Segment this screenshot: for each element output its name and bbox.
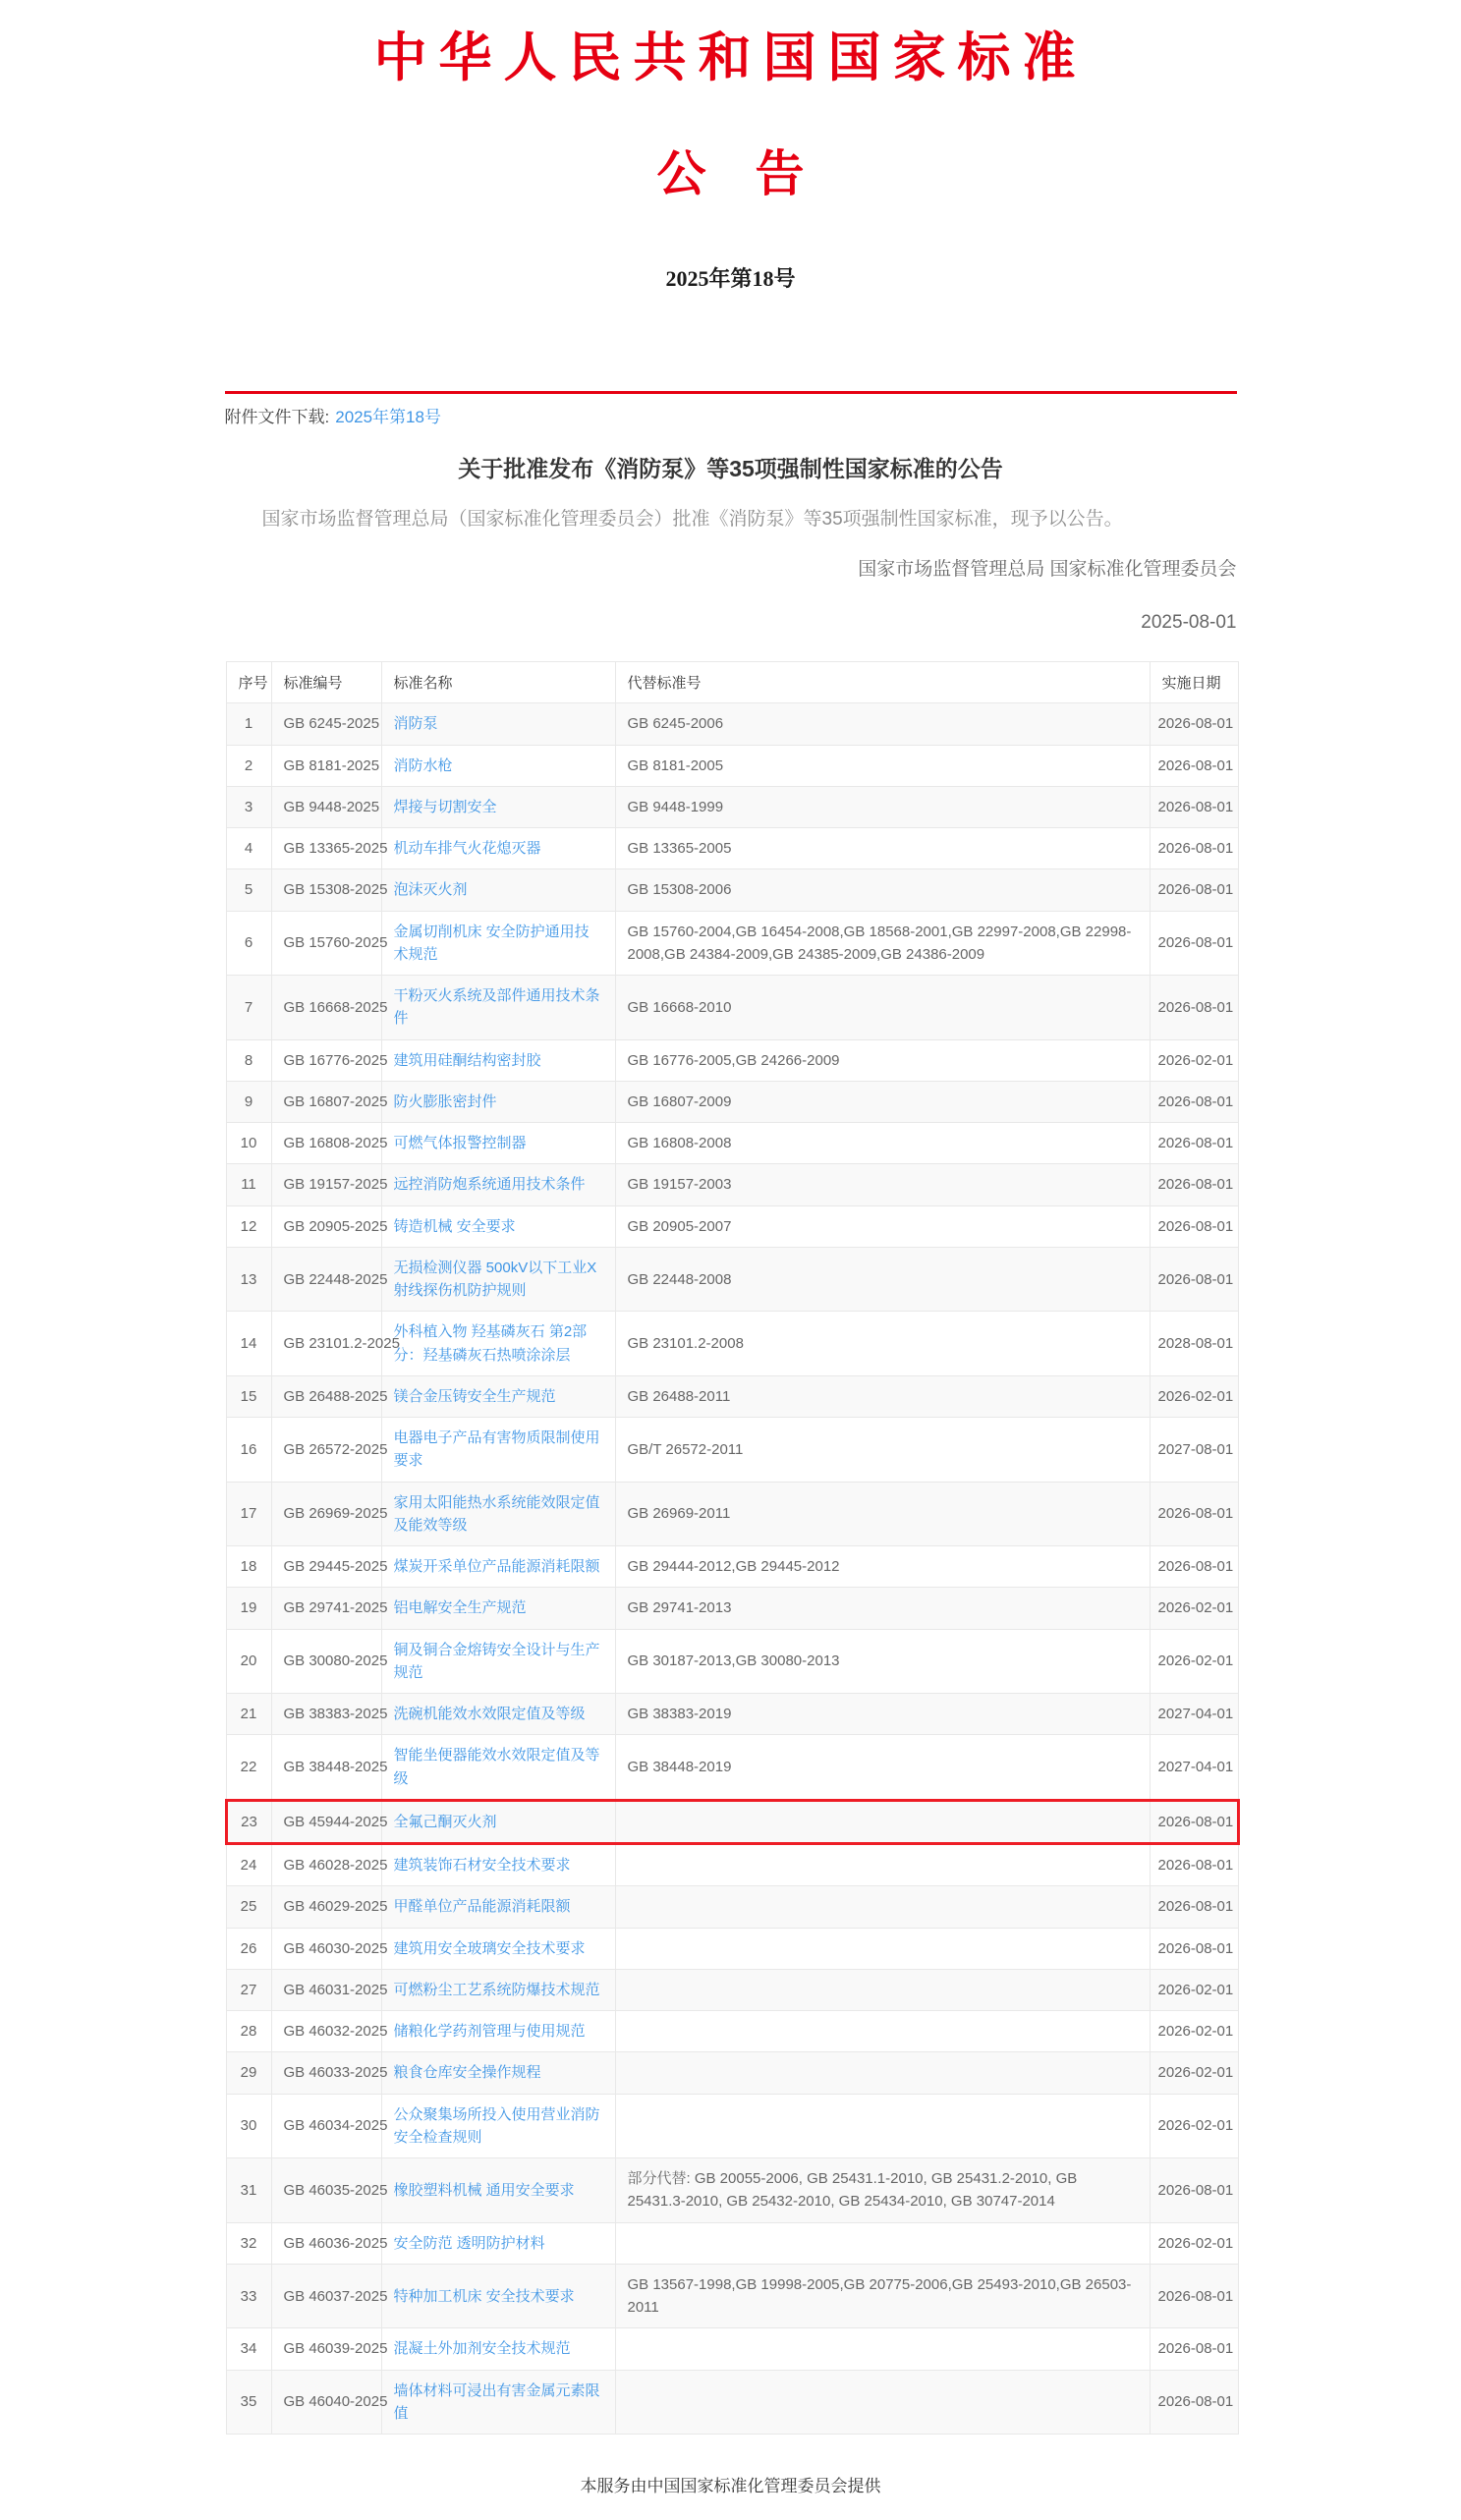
implementation-date: 2026-02-01	[1150, 1588, 1238, 1629]
row-number: 32	[226, 2222, 271, 2264]
row-number: 14	[226, 1312, 271, 1376]
row-number: 35	[226, 2370, 271, 2435]
standard-name-cell	[381, 745, 615, 786]
implementation-date: 2026-02-01	[1150, 1969, 1238, 2010]
implementation-date: 2026-08-01	[1150, 1546, 1238, 1588]
publish-date: 2025-08-01	[1141, 612, 1237, 634]
standard-code: GB 46032-2025	[271, 2011, 381, 2052]
row-number: 18	[226, 1546, 271, 1588]
attachment-row	[225, 403, 1237, 427]
standard-code: GB 46034-2025	[271, 2094, 381, 2158]
implementation-date: 2026-02-01	[1150, 2222, 1238, 2264]
standard-name-link[interactable]: 全氟己酮灭火剂	[393, 1813, 497, 1830]
standard-name-cell	[381, 1694, 615, 1735]
standard-code: GB 22448-2025	[271, 1247, 381, 1312]
implementation-date: 2027-04-01	[1150, 1735, 1238, 1801]
standard-name-link[interactable]: 煤炭开采单位产品能源消耗限额	[393, 1558, 600, 1576]
replaced-standards: GB 16808-2008	[615, 1123, 1150, 1164]
standard-code: GB 16807-2025	[271, 1081, 381, 1122]
implementation-date: 2026-08-01	[1150, 1081, 1238, 1122]
row-number: 27	[226, 1969, 271, 2010]
replaced-standards: GB 15760-2004,GB 16454-2008,GB 18568-2001,GB 22997-2008,GB 22998-2008,GB 24384-2009,GB 24385-2009,GB 24386-2009	[615, 911, 1150, 976]
table-row	[226, 1164, 1238, 1205]
standard-name-cell	[381, 1588, 615, 1629]
replaced-standards: GB 22448-2008	[615, 1247, 1150, 1312]
col-header-name: 标准名称	[381, 662, 615, 703]
row-number: 4	[226, 828, 271, 869]
replaced-standards	[615, 2094, 1150, 2158]
standard-name-link[interactable]: 可燃气体报警控制器	[393, 1135, 527, 1152]
replaced-standards: GB 38448-2019	[615, 1735, 1150, 1801]
replaced-standards: GB 15308-2006	[615, 869, 1150, 911]
replaced-standards: GB 29741-2013	[615, 1588, 1150, 1629]
standard-name-cell	[381, 2328, 615, 2370]
standard-name-cell	[381, 869, 615, 911]
standard-name-link[interactable]: 建筑用安全玻璃安全技术要求	[393, 1939, 586, 1957]
row-number: 5	[226, 869, 271, 911]
standard-code: GB 26572-2025	[271, 1418, 381, 1483]
table-row	[226, 1588, 1238, 1629]
red-divider	[225, 391, 1237, 394]
replaced-standards: GB/T 26572-2011	[615, 1418, 1150, 1483]
standard-name-link[interactable]: 洗碗机能效水效限定值及等级	[393, 1706, 586, 1723]
implementation-date: 2026-08-01	[1150, 745, 1238, 786]
implementation-date: 2026-08-01	[1150, 1205, 1238, 1247]
standard-code: GB 8181-2025	[271, 745, 381, 786]
replaced-standards: GB 13365-2005	[615, 828, 1150, 869]
standard-code: GB 38448-2025	[271, 1735, 381, 1801]
replaced-standards	[615, 2011, 1150, 2052]
col-header-replaced: 代替标准号	[615, 662, 1150, 703]
standard-name-link[interactable]: 公众聚集场所投入使用营业消防安全检查规则	[393, 2105, 600, 2146]
row-number: 12	[226, 1205, 271, 1247]
standard-name-link[interactable]: 消防水枪	[393, 756, 453, 774]
replaced-standards: GB 30187-2013,GB 30080-2013	[615, 1629, 1150, 1694]
standard-name-link[interactable]: 无损检测仪器 500kV以下工业X射线探伤机防护规则	[393, 1259, 597, 1300]
replaced-standards	[615, 1800, 1150, 1843]
table-row	[226, 1081, 1238, 1122]
replaced-standards: GB 23101.2-2008	[615, 1312, 1150, 1376]
implementation-date: 2026-02-01	[1150, 1039, 1238, 1081]
announcement-title: 关于批准发布《消防泵》等35项强制性国家标准的公告	[458, 456, 1003, 481]
attachment-download-link[interactable]: 2025年第18号	[335, 408, 441, 426]
replaced-standards: GB 16807-2009	[615, 1081, 1150, 1122]
announcement-body: 国家市场监督管理总局（国家标准化管理委员会）批准《消防泵》等35项强制性国家标准，现予以公告。	[261, 509, 1123, 530]
replaced-standards: GB 16668-2010	[615, 976, 1150, 1040]
replaced-standards: GB 29444-2012,GB 29445-2012	[615, 1546, 1150, 1588]
standard-code: GB 46040-2025	[271, 2370, 381, 2435]
row-number: 16	[226, 1418, 271, 1483]
standard-code: GB 30080-2025	[271, 1629, 381, 1694]
standard-name-cell	[381, 1800, 615, 1843]
row-number: 11	[226, 1164, 271, 1205]
row-number: 31	[226, 2158, 271, 2223]
table-row	[226, 2011, 1238, 2052]
page-subtitle: 公 告	[656, 146, 805, 201]
page-footer: 本服务由中国国家标准化管理委员会提供	[580, 2477, 881, 2496]
implementation-date: 2026-02-01	[1150, 1375, 1238, 1417]
table-row	[226, 869, 1238, 911]
table-row	[226, 1312, 1238, 1376]
table-row	[226, 2328, 1238, 2370]
standard-name-link[interactable]: 储粮化学药剂管理与使用规范	[393, 2023, 586, 2041]
row-number: 8	[226, 1039, 271, 1081]
standard-code: GB 29741-2025	[271, 1588, 381, 1629]
table-row	[226, 1800, 1238, 1843]
standard-name-cell	[381, 2264, 615, 2328]
standard-name-cell	[381, 1247, 615, 1312]
row-number: 7	[226, 976, 271, 1040]
table-row	[226, 2094, 1238, 2158]
attachment-label: 附件文件下载:	[224, 408, 330, 426]
implementation-date: 2027-04-01	[1150, 1694, 1238, 1735]
standard-name-link[interactable]: 消防泵	[393, 715, 438, 733]
standard-code: GB 16668-2025	[271, 976, 381, 1040]
table-row	[226, 2370, 1238, 2435]
implementation-date: 2026-08-01	[1150, 1844, 1238, 1886]
row-number: 25	[226, 1886, 271, 1928]
standard-name-cell	[381, 1844, 615, 1886]
table-row	[226, 1886, 1238, 1928]
row-number: 29	[226, 2052, 271, 2094]
implementation-date: 2026-08-01	[1150, 786, 1238, 827]
standard-code: GB 45944-2025	[271, 1800, 381, 1843]
implementation-date: 2026-08-01	[1150, 2328, 1238, 2370]
row-number: 23	[226, 1800, 271, 1843]
implementation-date: 2026-02-01	[1150, 2011, 1238, 2052]
standard-code: GB 46035-2025	[271, 2158, 381, 2223]
standard-name-cell	[381, 1123, 615, 1164]
replaced-standards	[615, 1886, 1150, 1928]
content-area	[225, 391, 1237, 2435]
implementation-date: 2026-08-01	[1150, 1123, 1238, 1164]
implementation-date: 2028-08-01	[1150, 1312, 1238, 1376]
row-number: 15	[226, 1375, 271, 1417]
standard-name-link[interactable]: 墙体材料可浸出有害金属元素限值	[393, 2381, 600, 2422]
standard-code: GB 16776-2025	[271, 1039, 381, 1081]
standard-name-link[interactable]: 金属切削机床 安全防护通用技术规范	[393, 923, 590, 963]
row-number: 3	[226, 786, 271, 827]
standard-name-cell	[381, 1629, 615, 1694]
replaced-standards: GB 8181-2005	[615, 745, 1150, 786]
replaced-standards: GB 13567-1998,GB 19998-2005,GB 20775-2006,GB 25493-2010,GB 26503-2011	[615, 2264, 1150, 2328]
table-row	[226, 1629, 1238, 1694]
replaced-standards: GB 6245-2006	[615, 703, 1150, 745]
standard-code: GB 9448-2025	[271, 786, 381, 827]
table-row	[226, 1123, 1238, 1164]
standard-code: GB 46030-2025	[271, 1928, 381, 1969]
implementation-date: 2026-08-01	[1150, 1928, 1238, 1969]
standard-name-cell	[381, 2011, 615, 2052]
implementation-date: 2026-08-01	[1150, 828, 1238, 869]
table-row	[226, 1039, 1238, 1081]
replaced-standards: GB 19157-2003	[615, 1164, 1150, 1205]
standard-code: GB 20905-2025	[271, 1205, 381, 1247]
table-row	[226, 2264, 1238, 2328]
standard-name-cell	[381, 2222, 615, 2264]
row-number: 33	[226, 2264, 271, 2328]
replaced-standards: 部分代替: GB 20055-2006, GB 25431.1-2010, GB 25431.2-2010, GB 25431.3-2010, GB 25432-2010, GB 25434-2010, GB 30747-2014	[615, 2158, 1150, 2223]
standard-code: GB 23101.2-2025	[271, 1312, 381, 1376]
standard-name-cell	[381, 1164, 615, 1205]
standard-name-cell	[381, 1039, 615, 1081]
table-row	[226, 828, 1238, 869]
col-header-date: 实施日期	[1150, 662, 1238, 703]
standard-name-cell	[381, 1375, 615, 1417]
standard-code: GB 46036-2025	[271, 2222, 381, 2264]
row-number: 17	[226, 1482, 271, 1546]
row-number: 2	[226, 745, 271, 786]
table-row	[226, 2052, 1238, 2094]
standard-name-cell	[381, 828, 615, 869]
replaced-standards: GB 38383-2019	[615, 1694, 1150, 1735]
table-row	[226, 1418, 1238, 1483]
standard-code: GB 46031-2025	[271, 1969, 381, 2010]
standard-name-cell	[381, 1482, 615, 1546]
replaced-standards: GB 26969-2011	[615, 1482, 1150, 1546]
standard-name-cell	[381, 911, 615, 976]
row-number: 19	[226, 1588, 271, 1629]
row-number: 1	[226, 703, 271, 745]
row-number: 26	[226, 1928, 271, 1969]
implementation-date: 2026-08-01	[1150, 2264, 1238, 2328]
table-row	[226, 1928, 1238, 1969]
standard-code: GB 26488-2025	[271, 1375, 381, 1417]
standard-name-cell	[381, 1081, 615, 1122]
table-row	[226, 703, 1238, 745]
masthead	[0, 16, 1461, 293]
row-number: 21	[226, 1694, 271, 1735]
issuer-line: 国家市场监督管理总局 国家标准化管理委员会	[858, 559, 1237, 581]
standard-name-link[interactable]: 橡胶塑料机械 通用安全要求	[393, 2181, 575, 2199]
col-header-code: 标准编号	[271, 662, 381, 703]
standard-name-link[interactable]: 电器电子产品有害物质限制使用要求	[393, 1429, 600, 1470]
table-row	[226, 976, 1238, 1040]
implementation-date: 2026-08-01	[1150, 703, 1238, 745]
implementation-date: 2026-02-01	[1150, 2094, 1238, 2158]
standard-name-link[interactable]: 可燃粉尘工艺系统防爆技术规范	[393, 1981, 600, 1998]
standard-name-link[interactable]: 干粉灭火系统及部件通用技术条件	[393, 987, 600, 1028]
standard-name-link[interactable]: 家用太阳能热水系统能效限定值及能效等级	[393, 1493, 600, 1534]
implementation-date: 2026-02-01	[1150, 1629, 1238, 1694]
row-number: 20	[226, 1629, 271, 1694]
implementation-date: 2026-08-01	[1150, 2370, 1238, 2435]
table-row	[226, 1205, 1238, 1247]
standard-name-cell	[381, 2052, 615, 2094]
standard-name-link[interactable]: 机动车排气火花熄灭器	[393, 840, 541, 858]
row-number: 6	[226, 911, 271, 976]
row-number: 30	[226, 2094, 271, 2158]
standard-name-cell	[381, 1418, 615, 1483]
row-number: 9	[226, 1081, 271, 1122]
standard-name-link[interactable]: 防火膨胀密封件	[393, 1092, 497, 1110]
table-row	[226, 1546, 1238, 1588]
standard-name-cell	[381, 976, 615, 1040]
implementation-date: 2026-08-01	[1150, 1482, 1238, 1546]
implementation-date: 2026-08-01	[1150, 976, 1238, 1040]
table-row	[226, 1247, 1238, 1312]
standard-name-cell	[381, 2094, 615, 2158]
replaced-standards	[615, 2370, 1150, 2435]
standard-name-link[interactable]: 建筑用硅酮结构密封胶	[393, 1051, 541, 1069]
table-row	[226, 2158, 1238, 2223]
standard-name-cell	[381, 2158, 615, 2223]
standard-code: GB 6245-2025	[271, 703, 381, 745]
implementation-date: 2026-08-01	[1150, 911, 1238, 976]
standard-code: GB 46029-2025	[271, 1886, 381, 1928]
standard-code: GB 15308-2025	[271, 869, 381, 911]
implementation-date: 2026-08-01	[1150, 1247, 1238, 1312]
table-row	[226, 745, 1238, 786]
standard-code: GB 46037-2025	[271, 2264, 381, 2328]
standard-name-link[interactable]: 铸造机械 安全要求	[393, 1217, 516, 1235]
announcement-page	[0, 16, 1461, 2496]
standard-name-cell	[381, 1312, 615, 1376]
table-row	[226, 1375, 1238, 1417]
standard-name-link[interactable]: 远控消防炮系统通用技术条件	[393, 1176, 586, 1194]
table-row	[226, 786, 1238, 827]
replaced-standards	[615, 2222, 1150, 2264]
replaced-standards	[615, 1969, 1150, 2010]
implementation-date: 2026-08-01	[1150, 2158, 1238, 2223]
standard-name-link[interactable]: 安全防范 透明防护材料	[393, 2234, 545, 2252]
row-number: 24	[226, 1844, 271, 1886]
implementation-date: 2026-08-01	[1150, 1886, 1238, 1928]
standard-name-link[interactable]: 甲醛单位产品能源消耗限额	[393, 1898, 571, 1916]
standard-name-link[interactable]: 铝电解安全生产规范	[393, 1599, 527, 1617]
replaced-standards	[615, 2328, 1150, 2370]
standard-code: GB 46033-2025	[271, 2052, 381, 2094]
standard-code: GB 29445-2025	[271, 1546, 381, 1588]
table-row	[226, 1735, 1238, 1801]
implementation-date: 2026-08-01	[1150, 1800, 1238, 1843]
standard-name-link[interactable]: 镁合金压铸安全生产规范	[393, 1387, 556, 1405]
table-row	[226, 1969, 1238, 2010]
implementation-date: 2026-08-01	[1150, 1164, 1238, 1205]
table-row	[226, 911, 1238, 976]
table-row	[226, 1482, 1238, 1546]
standard-code: GB 19157-2025	[271, 1164, 381, 1205]
replaced-standards	[615, 1844, 1150, 1886]
implementation-date: 2027-08-01	[1150, 1418, 1238, 1483]
replaced-standards: GB 16776-2005,GB 24266-2009	[615, 1039, 1150, 1081]
standard-name-cell	[381, 2370, 615, 2435]
standard-code: GB 46028-2025	[271, 1844, 381, 1886]
standard-name-link[interactable]: 外科植入物 羟基磷灰石 第2部分：羟基磷灰石热喷涂涂层	[393, 1323, 588, 1364]
page-title: 中华人民共和国国家标准	[373, 28, 1088, 87]
table-row	[226, 1844, 1238, 1886]
row-number: 34	[226, 2328, 271, 2370]
standard-name-link[interactable]: 混凝土外加剂安全技术规范	[393, 2340, 571, 2358]
replaced-standards: GB 20905-2007	[615, 1205, 1150, 1247]
standard-code: GB 13365-2025	[271, 828, 381, 869]
standard-name-link[interactable]: 铜及铜合金熔铸安全设计与生产规范	[393, 1641, 600, 1681]
standard-name-link[interactable]: 粮食仓库安全操作规程	[393, 2064, 541, 2082]
implementation-date: 2026-02-01	[1150, 2052, 1238, 2094]
standard-name-link[interactable]: 特种加工机床 安全技术要求	[393, 2287, 575, 2305]
standard-name-cell	[381, 1735, 615, 1801]
replaced-standards: GB 26488-2011	[615, 1375, 1150, 1417]
issue-number: 2025年第18号	[665, 266, 796, 291]
row-number: 13	[226, 1247, 271, 1312]
standard-name-cell	[381, 786, 615, 827]
standard-name-link[interactable]: 泡沫灭火剂	[393, 881, 468, 899]
row-number: 22	[226, 1735, 271, 1801]
implementation-date: 2026-08-01	[1150, 869, 1238, 911]
col-header-index: 序号	[226, 662, 271, 703]
standard-name-link[interactable]: 建筑装饰石材安全技术要求	[393, 1857, 571, 1875]
replaced-standards: GB 9448-1999	[615, 786, 1150, 827]
standard-name-cell	[381, 1205, 615, 1247]
row-number: 28	[226, 2011, 271, 2052]
standard-name-cell	[381, 1969, 615, 2010]
standard-name-link[interactable]: 智能坐便器能效水效限定值及等级	[393, 1747, 600, 1787]
row-number: 10	[226, 1123, 271, 1164]
standard-name-cell	[381, 1886, 615, 1928]
table-row	[226, 2222, 1238, 2264]
standard-name-cell	[381, 1546, 615, 1588]
standard-name-cell	[381, 1928, 615, 1969]
standard-code: GB 26969-2025	[271, 1482, 381, 1546]
standard-name-cell	[381, 703, 615, 745]
table-header-row	[226, 662, 1238, 703]
table-row	[226, 1694, 1238, 1735]
standard-code: GB 38383-2025	[271, 1694, 381, 1735]
standards-table-body	[226, 703, 1238, 2435]
replaced-standards	[615, 2052, 1150, 2094]
standards-table	[225, 661, 1240, 2435]
standard-code: GB 46039-2025	[271, 2328, 381, 2370]
standard-code: GB 16808-2025	[271, 1123, 381, 1164]
standard-name-link[interactable]: 焊接与切割安全	[393, 798, 497, 815]
standard-code: GB 15760-2025	[271, 911, 381, 976]
replaced-standards	[615, 1928, 1150, 1969]
